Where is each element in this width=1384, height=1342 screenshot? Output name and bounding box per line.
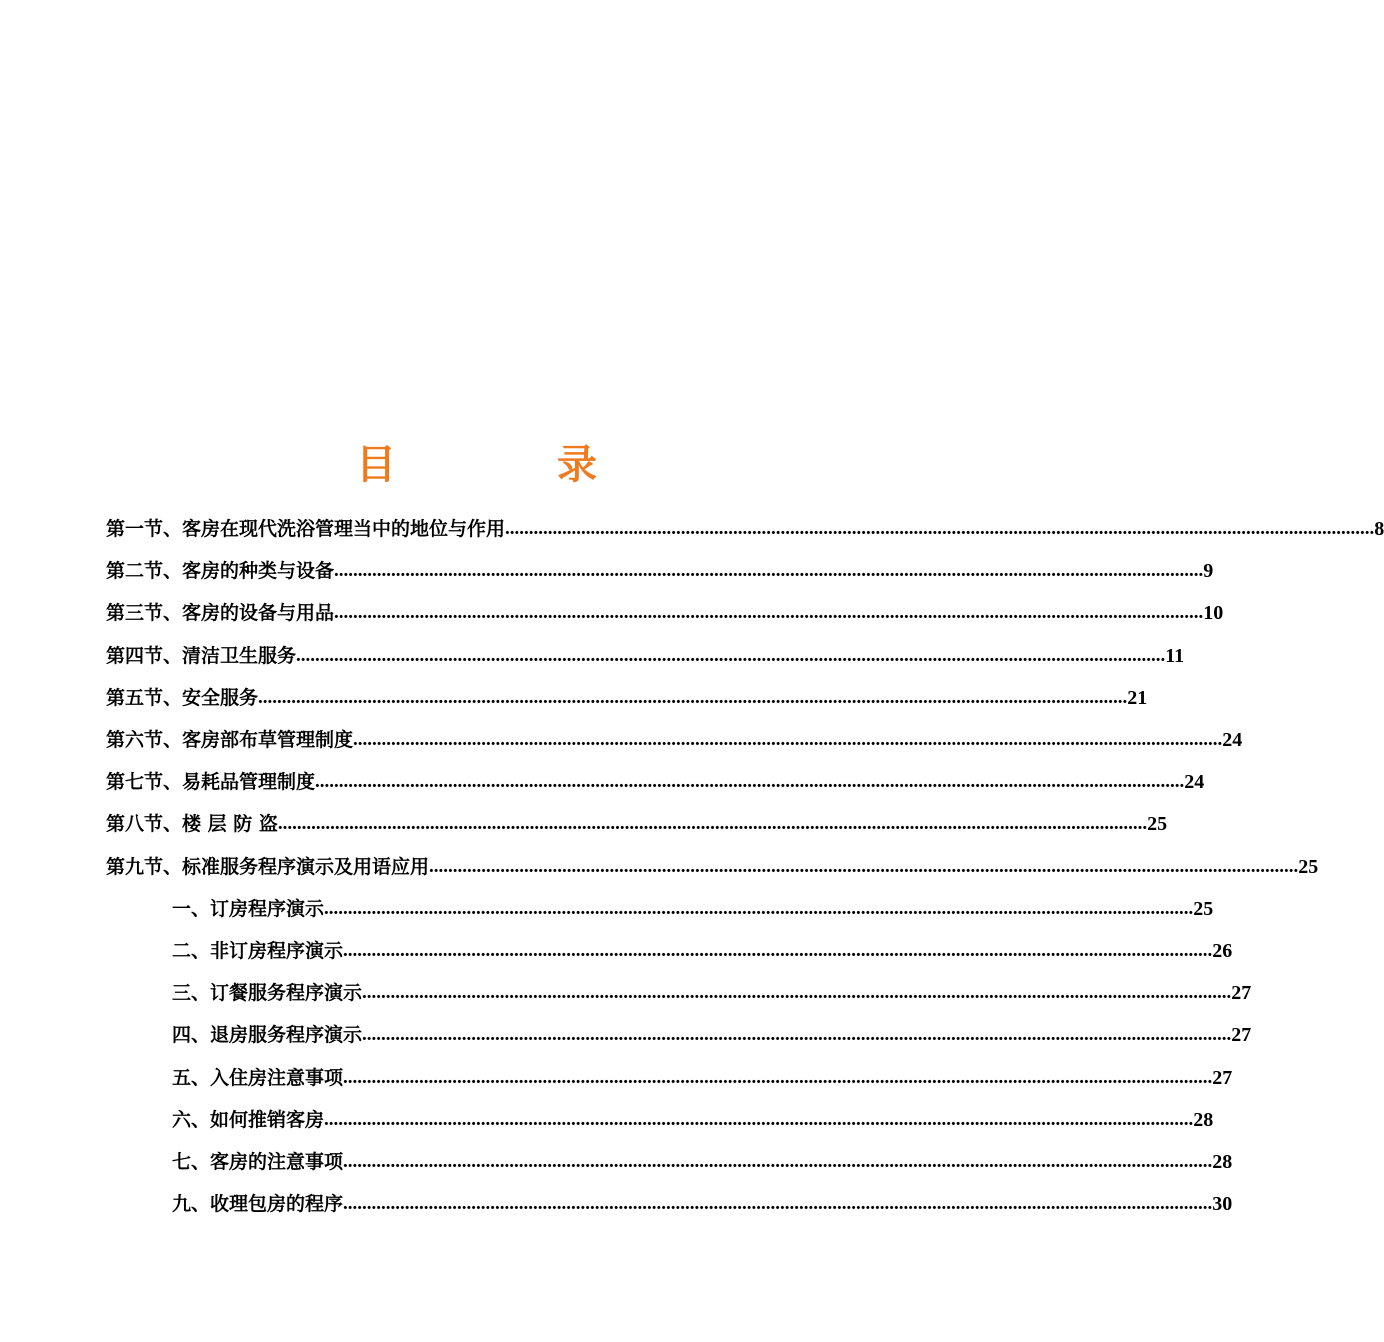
- toc-leader-dots: .......................................................................................................................................................................................: [258, 686, 1128, 708]
- toc-leader-dots: .......................................................................................................................................................................................: [343, 1193, 1213, 1215]
- toc-entry[interactable]: [172, 888, 1214, 930]
- toc-entry-page-number: 30: [1212, 1193, 1233, 1216]
- toc-leader-dots: .......................................................................................................................................................................................: [334, 602, 1204, 624]
- toc-entry-page-number: 24: [1222, 729, 1243, 751]
- toc-leader-dots: .......................................................................................................................................................................................: [315, 771, 1185, 793]
- toc-entry-label: 一、订房程序演示: [172, 897, 325, 920]
- toc-leader-dots: .......................................................................................................................................................................................: [343, 1151, 1213, 1172]
- toc-leader-dots: .......................................................................................................................................................................................: [429, 855, 1299, 877]
- toc-entry-label: 第四节、清洁卫生服务: [106, 644, 297, 667]
- toc-entry-label: 第五节、安全服务: [106, 686, 259, 709]
- toc-entry-page-number: 28: [1193, 1108, 1214, 1131]
- toc-title-char-mu: 目: [356, 441, 396, 488]
- toc-entry-page-number: 25: [1298, 855, 1319, 878]
- toc-entry-label: 第七节、易耗品管理制度: [106, 771, 316, 794]
- toc-leader-dots: .......................................................................................................................................................................................: [505, 518, 1375, 539]
- toc-entry[interactable]: [106, 846, 1319, 888]
- toc-entry-label: 第八节、楼 层 防 盗: [106, 813, 278, 836]
- toc-entry-label: 五、入住房注意事项: [172, 1066, 344, 1089]
- toc-leader-dots: .......................................................................................................................................................................................: [362, 982, 1232, 1004]
- toc-entry[interactable]: [106, 592, 1224, 634]
- toc-leader-dots: .......................................................................................................................................................................................: [343, 1066, 1213, 1088]
- toc-entry-page-number: 21: [1127, 686, 1148, 709]
- toc-leader-dots: .......................................................................................................................................................................................: [353, 729, 1223, 750]
- toc-entry-label: 四、退房服务程序演示: [172, 1024, 363, 1047]
- toc-entry-label: 第二节、客房的种类与设备: [106, 560, 335, 583]
- toc-title-char-lu: 录: [557, 441, 597, 488]
- toc-entry[interactable]: [106, 677, 1148, 719]
- toc-entry-label: 第三节、客房的设备与用品: [106, 602, 335, 625]
- toc-leader-dots: .......................................................................................................................................................................................: [343, 940, 1213, 961]
- toc-entry-page-number: 10: [1203, 602, 1224, 625]
- toc-entry-label: 第一节、客房在现代洗浴管理当中的地位与作用: [106, 518, 506, 540]
- toc-entry[interactable]: [106, 761, 1205, 803]
- toc-entry[interactable]: [106, 719, 1243, 761]
- toc-entry[interactable]: [172, 930, 1233, 972]
- toc-entry-page-number: 27: [1231, 1024, 1252, 1047]
- toc-title: [0, 440, 950, 490]
- toc-entry-page-number: 11: [1165, 644, 1185, 667]
- toc-entry-label: 七、客房的注意事项: [172, 1151, 344, 1173]
- toc-entry-page-number: 27: [1231, 982, 1252, 1005]
- toc-entry[interactable]: [172, 1183, 1233, 1225]
- toc-entry[interactable]: [106, 550, 1214, 592]
- toc-entry[interactable]: [172, 1014, 1252, 1056]
- toc-leader-dots: .......................................................................................................................................................................................: [324, 1108, 1194, 1130]
- toc-entry-page-number: 8: [1374, 518, 1384, 540]
- toc-entry-label: 第九节、标准服务程序演示及用语应用: [106, 855, 430, 878]
- toc-entry[interactable]: [172, 1057, 1233, 1099]
- toc-entry-page-number: 25: [1147, 813, 1168, 836]
- toc-entry-page-number: 26: [1212, 940, 1233, 962]
- toc-entry-page-number: 9: [1203, 560, 1214, 583]
- toc-entry[interactable]: [172, 1141, 1233, 1183]
- toc-entry[interactable]: [106, 803, 1168, 845]
- toc-entry[interactable]: [172, 1099, 1214, 1141]
- toc-entry[interactable]: [106, 508, 1384, 550]
- toc-entry-page-number: 27: [1212, 1066, 1233, 1089]
- toc-entry-page-number: 28: [1212, 1151, 1233, 1173]
- toc-leader-dots: .......................................................................................................................................................................................: [362, 1024, 1232, 1046]
- toc-entry-label: 六、如何推销客房: [172, 1108, 325, 1131]
- toc-entry[interactable]: [172, 972, 1252, 1014]
- toc-entry-page-number: 24: [1184, 771, 1205, 794]
- toc-leader-dots: .......................................................................................................................................................................................: [324, 897, 1194, 919]
- toc-entry-label: 九、收理包房的程序: [172, 1193, 344, 1216]
- toc-entry-label: 二、非订房程序演示: [172, 940, 344, 962]
- toc-entry-page-number: 25: [1193, 897, 1214, 920]
- toc-entry-label: 第六节、客房部布草管理制度: [106, 729, 354, 751]
- toc-leader-dots: .......................................................................................................................................................................................: [296, 644, 1166, 666]
- toc-leader-dots: .......................................................................................................................................................................................: [334, 560, 1204, 582]
- toc-entry[interactable]: [106, 635, 1185, 677]
- toc-leader-dots: .......................................................................................................................................................................................: [277, 813, 1148, 835]
- toc-entry-label: 三、订餐服务程序演示: [172, 982, 363, 1005]
